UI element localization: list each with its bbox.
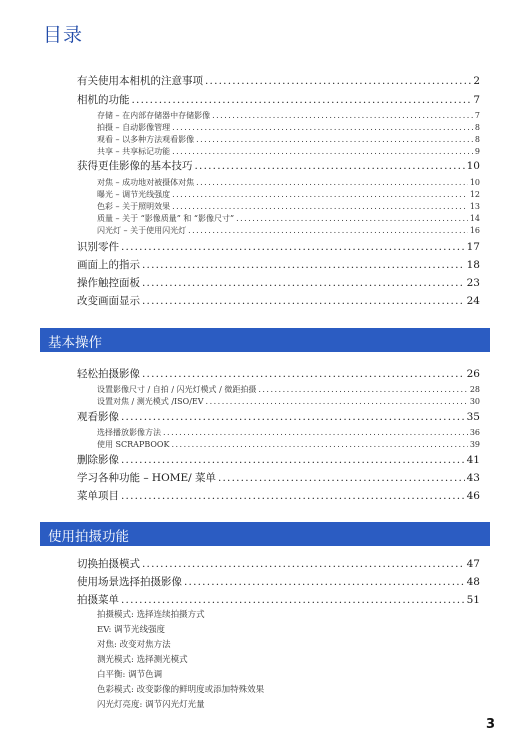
toc-page-number: 10	[469, 178, 480, 187]
toc-subentry[interactable]: 对焦 – 成功地对被摄体对焦 ..... 10	[97, 177, 480, 189]
leader-dots	[188, 226, 468, 235]
leader-dots	[171, 440, 467, 449]
toc-page-number: 9	[474, 147, 480, 156]
toc-page-number: 51	[466, 594, 480, 606]
toc-page-number: 30	[469, 397, 480, 406]
leader-dots	[121, 594, 465, 606]
leader-dots	[195, 160, 465, 172]
toc-subentry[interactable]: 拍摄 – 自动影像管理 ..... 8	[97, 122, 480, 134]
toc-entry[interactable]: 画面上的指示 ..... 18	[77, 257, 480, 273]
toc-page-number: 24	[466, 295, 480, 307]
leader-dots	[121, 411, 465, 423]
toc-entry[interactable]: 识别零件 ..... 17	[77, 239, 480, 255]
leader-dots	[163, 428, 468, 437]
leader-dots	[236, 214, 468, 223]
toc-page-number: 10	[466, 160, 480, 172]
toc-entry[interactable]: 改变画面显示 ..... 24	[77, 293, 480, 309]
toc-entry[interactable]: 相机的功能 ..... 7	[77, 92, 480, 108]
shooting-menu-item: 闪光灯亮度: 调节闪光灯光量	[97, 700, 205, 710]
toc-subentry[interactable]: 设置对焦 / 测光模式 /ISO/EV ..... 30	[97, 396, 480, 408]
toc-page-number: 28	[469, 385, 480, 394]
toc-entry[interactable]: 菜单项目 ..... 46	[77, 488, 480, 504]
toc-subentry[interactable]: 曝光 – 调节光线强度 ..... 12	[97, 189, 480, 201]
leader-dots	[205, 75, 471, 87]
shooting-menu-item: 白平衡: 调节色调	[97, 670, 163, 680]
leader-dots	[142, 368, 465, 380]
toc-entry[interactable]: 获得更佳影像的基本技巧 ..... 10	[77, 158, 480, 174]
toc-page-number: 14	[469, 214, 480, 223]
toc-entry[interactable]: 使用场景选择拍摄影像 ..... 48	[77, 574, 480, 590]
toc-subentry[interactable]: 使用 SCRAPBOOK ..... 39	[97, 439, 480, 451]
toc-entry[interactable]: 操作触控面板 ..... 23	[77, 275, 480, 291]
leader-dots	[172, 123, 473, 132]
toc-page-number: 47	[466, 558, 480, 570]
toc-entry[interactable]: 轻松拍摄影像 ..... 26	[77, 366, 480, 382]
toc-page-number: 36	[469, 428, 480, 437]
toc-page-number: 26	[466, 368, 480, 380]
section-header-basic-operations	[40, 328, 490, 352]
toc-page-number: 23	[466, 277, 480, 289]
leader-dots	[142, 277, 465, 289]
leader-dots	[212, 111, 473, 120]
toc-page-number: 12	[469, 190, 480, 199]
toc-page-number: 8	[474, 135, 480, 144]
toc-page-number: 43	[466, 472, 480, 484]
section-header-shooting-functions	[40, 522, 490, 546]
toc-entry[interactable]: 观看影像 ..... 35	[77, 409, 480, 425]
page-number: 3	[485, 717, 495, 732]
toc-entry[interactable]: 有关使用本相机的注意事项 ..... 2	[77, 73, 480, 89]
toc-subentry[interactable]: 共享 – 共享标记功能 ..... 9	[97, 146, 480, 158]
leader-dots	[142, 295, 465, 307]
toc-page-number: 39	[469, 440, 480, 449]
leader-dots	[172, 202, 468, 211]
toc-subentry[interactable]: 存储 – 在内部存储器中存储影像 ..... 7	[97, 110, 480, 122]
toc-subentry[interactable]: 设置影像尺寸 / 自拍 / 闪光灯模式 / 微距拍摄 ..... 28	[97, 384, 480, 396]
toc-page-number: 8	[474, 123, 480, 132]
leader-dots	[196, 178, 468, 187]
leader-dots	[184, 576, 465, 588]
toc-page-number: 7	[473, 94, 480, 106]
leader-dots	[218, 472, 465, 484]
toc-entry[interactable]: 删除影像 ..... 41	[77, 452, 480, 468]
toc-page-number: 16	[469, 226, 480, 235]
toc-entry[interactable]: 拍摄菜单 ..... 51	[77, 592, 480, 608]
leader-dots	[206, 397, 468, 406]
leader-dots	[172, 147, 473, 156]
shooting-menu-item: 对焦: 改变对焦方法	[97, 640, 171, 650]
page-title: 目录	[43, 24, 84, 46]
leader-dots	[142, 259, 465, 271]
leader-dots	[258, 385, 467, 394]
shooting-menu-item: 色彩模式: 改变影像的鲜明度或添加特殊效果	[97, 685, 265, 695]
toc-page-number: 35	[466, 411, 480, 423]
shooting-menu-item: 测光模式: 选择测光模式	[97, 655, 188, 665]
toc-page-number: 7	[474, 111, 480, 120]
toc-subentry[interactable]: 观看 – 以多种方法观看影像 ..... 8	[97, 134, 480, 146]
toc-page-number: 48	[466, 576, 480, 588]
toc-entry[interactable]: 学习各种功能 – HOME/ 菜单 ..... 43	[77, 470, 480, 486]
toc-subentry[interactable]: 选择播放影像方法 ..... 36	[97, 427, 480, 439]
toc-subentry[interactable]: 闪光灯 – 关于使用闪光灯 ..... 16	[97, 225, 480, 237]
toc-page-number: 13	[469, 202, 480, 211]
leader-dots	[121, 454, 465, 466]
toc-entry[interactable]: 切换拍摄模式 ..... 47	[77, 556, 480, 572]
leader-dots	[121, 241, 465, 253]
shooting-menu-item: 拍摄模式: 选择连续拍摄方式	[97, 610, 205, 620]
section-title: 基本操作	[48, 335, 102, 351]
toc-subentry[interactable]: 色彩 – 关于照明效果 ..... 13	[97, 201, 480, 213]
toc-page-number: 18	[466, 259, 480, 271]
toc-page-number: 46	[466, 490, 480, 502]
leader-dots	[121, 490, 465, 502]
section-title: 使用拍摄功能	[48, 529, 129, 545]
toc-page-number: 2	[473, 75, 480, 87]
shooting-menu-item: EV: 调节光线强度	[97, 625, 166, 635]
toc-page-number: 41	[466, 454, 480, 466]
toc-page-number: 17	[466, 241, 480, 253]
leader-dots	[142, 558, 465, 570]
leader-dots	[172, 190, 468, 199]
leader-dots	[132, 94, 472, 106]
toc-subentry[interactable]: 质量 – 关于 “影像质量” 和 “影像尺寸” ..... 14	[97, 213, 480, 225]
leader-dots	[196, 135, 473, 144]
